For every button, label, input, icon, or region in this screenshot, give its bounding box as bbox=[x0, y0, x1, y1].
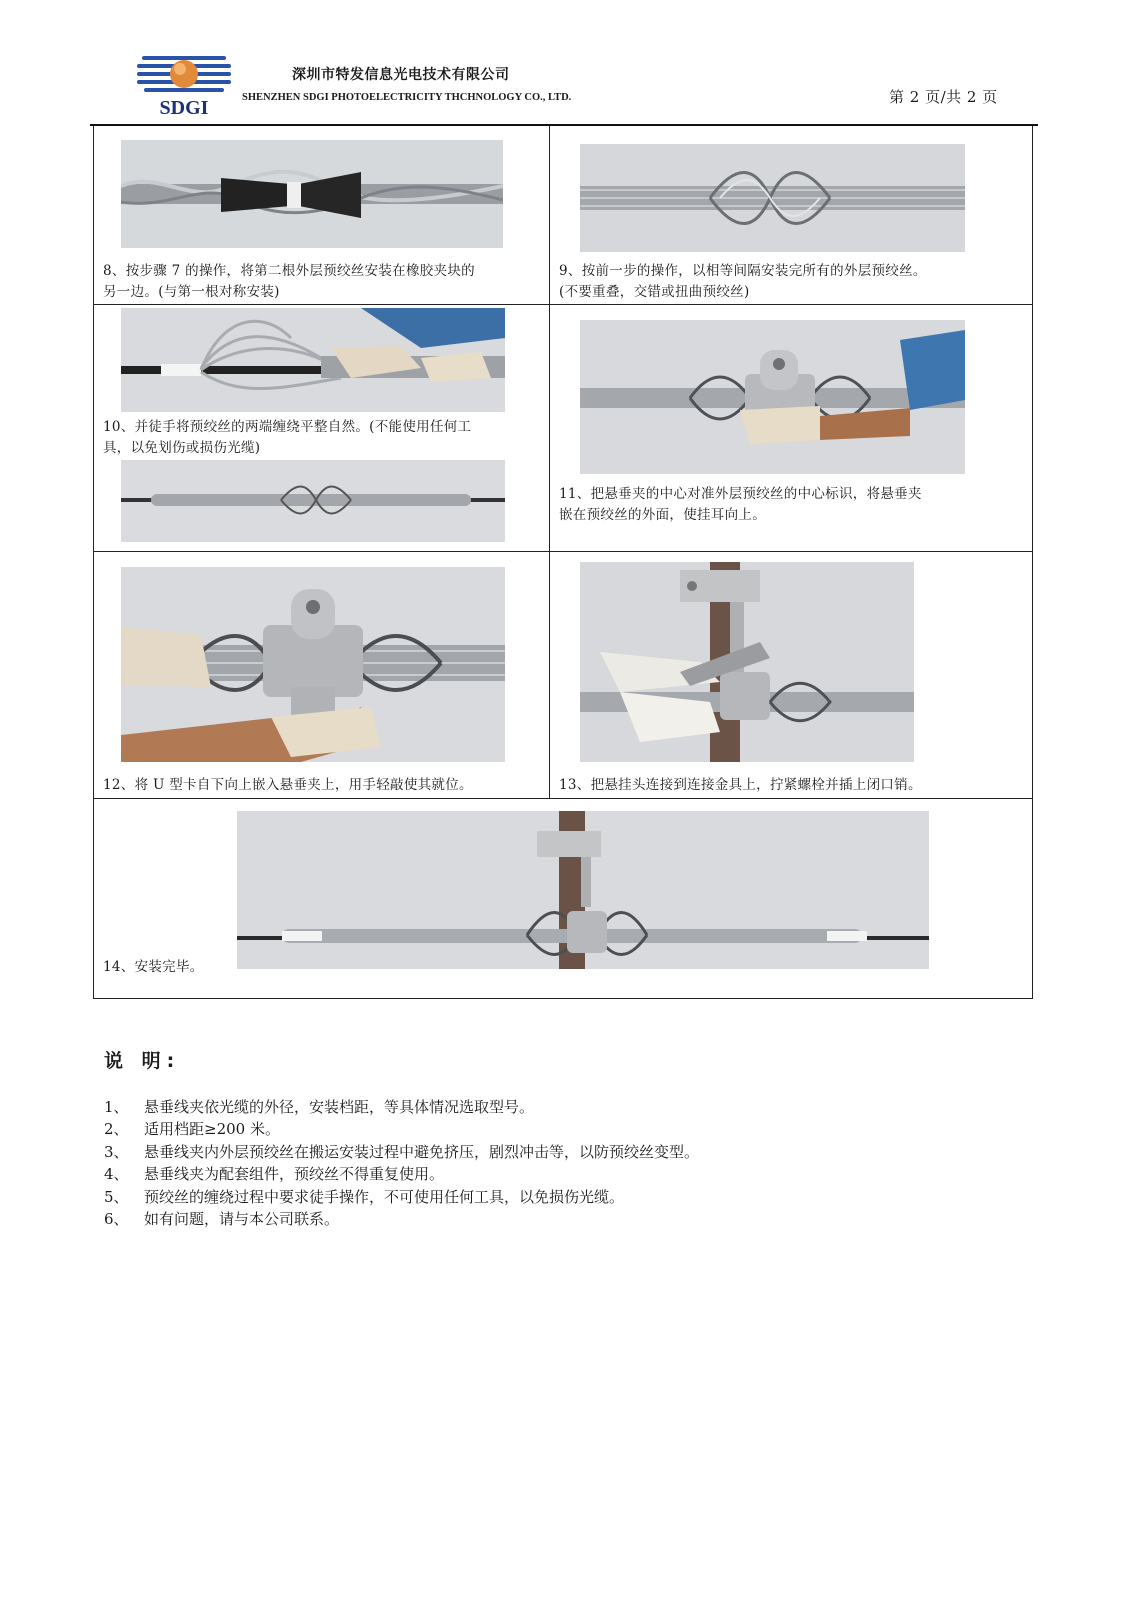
notes-title: 说 明: bbox=[104, 1050, 181, 1072]
step-12-photo bbox=[121, 567, 505, 762]
step-14-photo bbox=[237, 811, 929, 969]
step-11-caption: 11、把悬垂夹的中心对准外层预绞丝的中心标识，将悬垂夹 嵌在预绞丝的外面，使挂耳向上。 bbox=[559, 486, 922, 523]
row-divider bbox=[94, 551, 1032, 552]
step-13-photo bbox=[580, 562, 914, 762]
step-10-caption: 10、并徒手将预绞丝的两端缠绕平整自然。(不能使用任何工 具，以免划伤或损伤光缆) bbox=[103, 419, 472, 456]
steps-table bbox=[93, 126, 1033, 999]
company-name-cn: 深圳市特发信息光电技术有限公司 bbox=[292, 67, 510, 83]
column-divider bbox=[549, 126, 550, 799]
step-9-caption: 9、按前一步的操作，以相等间隔安装完所有的外层预绞丝。 (不要重叠，交错或扭曲预绞丝) bbox=[559, 263, 927, 300]
row-divider bbox=[94, 798, 1032, 799]
company-name-en: SHENZHEN SDGI PHOTOELECTRICITY THCHNOLOGY CO., LTD. bbox=[242, 92, 572, 103]
row-divider bbox=[94, 304, 1032, 305]
note-item: 6、 如有问题，请与本公司联系。 bbox=[104, 1210, 340, 1228]
step-14-caption: 14、安装完毕。 bbox=[103, 959, 204, 975]
step-13-caption: 13、把悬挂头连接到连接金具上，拧紧螺栓并插上闭口销。 bbox=[559, 777, 922, 793]
logo-text: SDGI bbox=[159, 97, 209, 118]
step-12-caption: 12、将 U 型卡自下向上嵌入悬垂夹上，用手轻敲使其就位。 bbox=[103, 777, 473, 793]
note-item: 3、 悬垂线夹内外层预绞丝在搬运安装过程中避免挤压，剧烈冲击等，以防预绞丝变型。 bbox=[104, 1143, 700, 1161]
note-item: 2、 适用档距≥200 米。 bbox=[104, 1120, 280, 1138]
step-8-photo bbox=[121, 140, 503, 248]
note-item: 5、 预绞丝的缠绕过程中要求徒手操作，不可使用任何工具，以免损伤光缆。 bbox=[104, 1188, 625, 1206]
company-logo bbox=[136, 52, 232, 118]
note-item: 1、 悬垂线夹依光缆的外径，安装档距，等具体情况选取型号。 bbox=[104, 1098, 535, 1116]
page-number: 第 2 页/共 2 页 bbox=[889, 88, 998, 106]
step-9-photo bbox=[580, 144, 965, 252]
step-11-photo bbox=[580, 320, 965, 474]
step-10-photo-b bbox=[121, 460, 505, 542]
step-8-caption: 8、按步骤 7 的操作，将第二根外层预绞丝安装在橡胶夹块的 另一边。(与第一根对称安装) bbox=[103, 263, 475, 300]
note-item: 4、 悬垂线夹为配套组件，预绞丝不得重复使用。 bbox=[104, 1165, 445, 1183]
step-10-photo-a bbox=[121, 308, 505, 412]
